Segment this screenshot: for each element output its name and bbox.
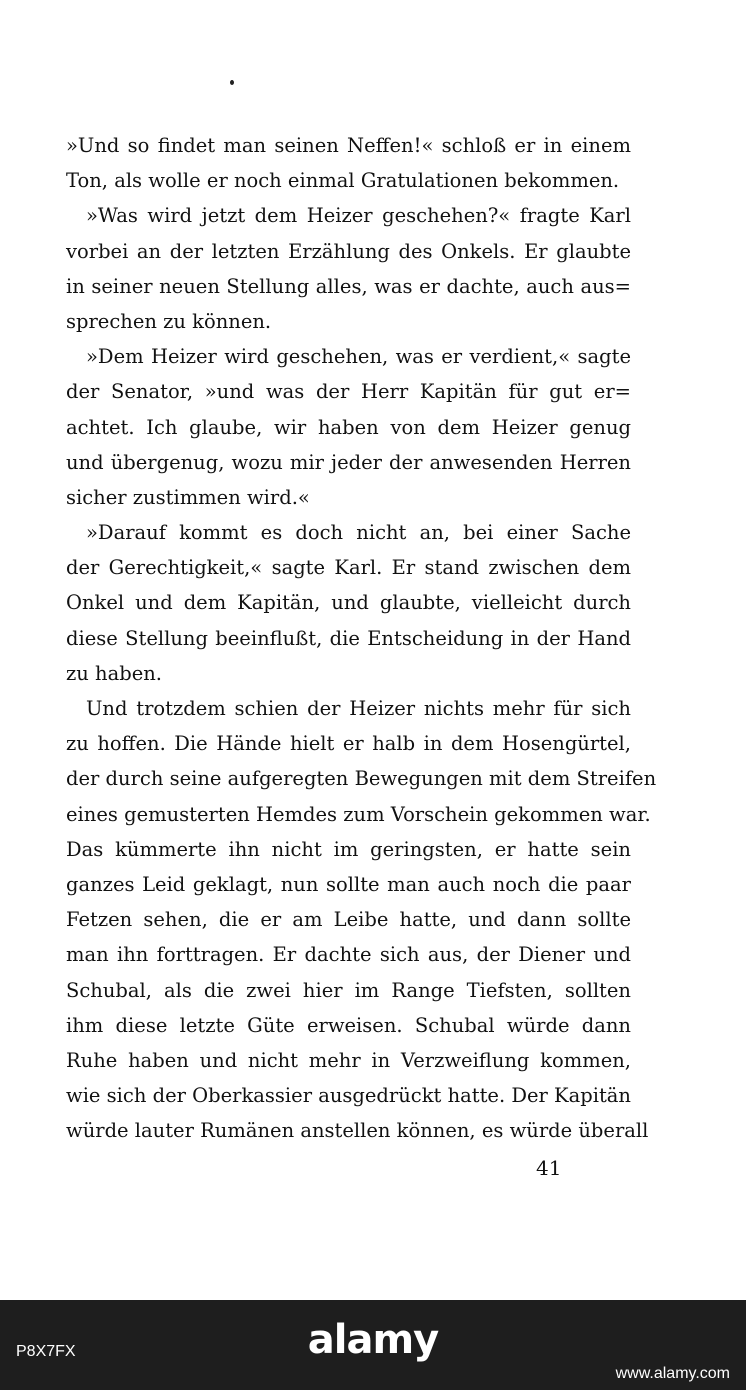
text-line: »Was wird jetzt dem Heizer geschehen?« fragte Karl [86,204,631,228]
watermark-banner [0,1300,746,1390]
text-line: sicher zustimmen wird.« [66,485,310,509]
text-line: sprechen zu können. [66,309,272,333]
ink-speck [230,80,234,85]
text-line: »Darauf kommt es doch nicht an, bei einer Sache [86,521,631,545]
alamy-logo: alamy [307,1317,439,1363]
text-line: ganzes Leid geklagt, nun sollte man auch noch die paar [66,872,631,896]
text-line: Fetzen sehen, die er am Leibe hatte, und dann sollte [66,908,631,932]
text-line: Onkel und dem Kapitän, und glaubte, vielleicht durch [66,591,631,615]
image-id: P8X7FX [16,1343,76,1360]
text-line: Und trotzdem schien der Heizer nichts mehr für sich [86,697,631,720]
text-line: der Senator, »und was der Herr Kapitän für gut er= [66,380,631,404]
text-line: Ton, als wolle er noch einmal Gratulationen bekommen. [66,169,620,193]
text-line: wie sich der Oberkassier ausgedrückt hatte. Der Kapitän [66,1084,631,1108]
text-line: Schubal, als die zwei hier im Range Tiefsten, sollten [66,978,631,1002]
text-line: der durch seine aufgeregten Bewegungen mit dem Streifen [66,767,657,791]
text-line: Ruhe haben und nicht mehr in Verzweiflung kommen, [66,1048,631,1072]
text-line: in seiner neuen Stellung alles, was er dachte, auch aus= [66,274,631,298]
text-line: der Gerechtigkeit,« sagte Karl. Er stand zwischen dem [66,556,631,580]
text-line: vorbei an der letzten Erzählung des Onkels. Er glaubte [66,239,631,263]
text-line: achtet. Ich glaube, wir haben von dem Heizer genug [66,415,631,439]
site-url: www.alamy.com [615,1365,730,1382]
text-line: zu haben. [66,661,162,685]
text-line: würde lauter Rumänen anstellen können, es würde überall [66,1119,649,1143]
page-number: 41 [536,1156,562,1180]
text-line: zu hoffen. Die Hände hielt er halb in dem Hosengürtel, [66,732,631,756]
text-line: man ihn forttragen. Er dachte sich aus, der Diener und [66,943,631,967]
text-line: eines gemusterten Hemdes zum Vorschein gekommen war. [66,802,651,826]
text-line: ihm diese letzte Güte erweisen. Schubal würde dann [66,1013,631,1037]
text-line: »Und so findet man seinen Neffen!« schloß er in einem [66,134,631,157]
text-line: Das kümmerte ihn nicht im geringsten, er hatte sein [66,837,631,861]
text-line: diese Stellung beeinflußt, die Entscheidung in der Hand [66,626,631,650]
text-line: und übergenug, wozu mir jeder der anwesenden Herren [66,450,631,474]
body-text [66,128,657,1148]
text-line: »Dem Heizer wird geschehen, was er verdient,« sagte [86,345,631,369]
